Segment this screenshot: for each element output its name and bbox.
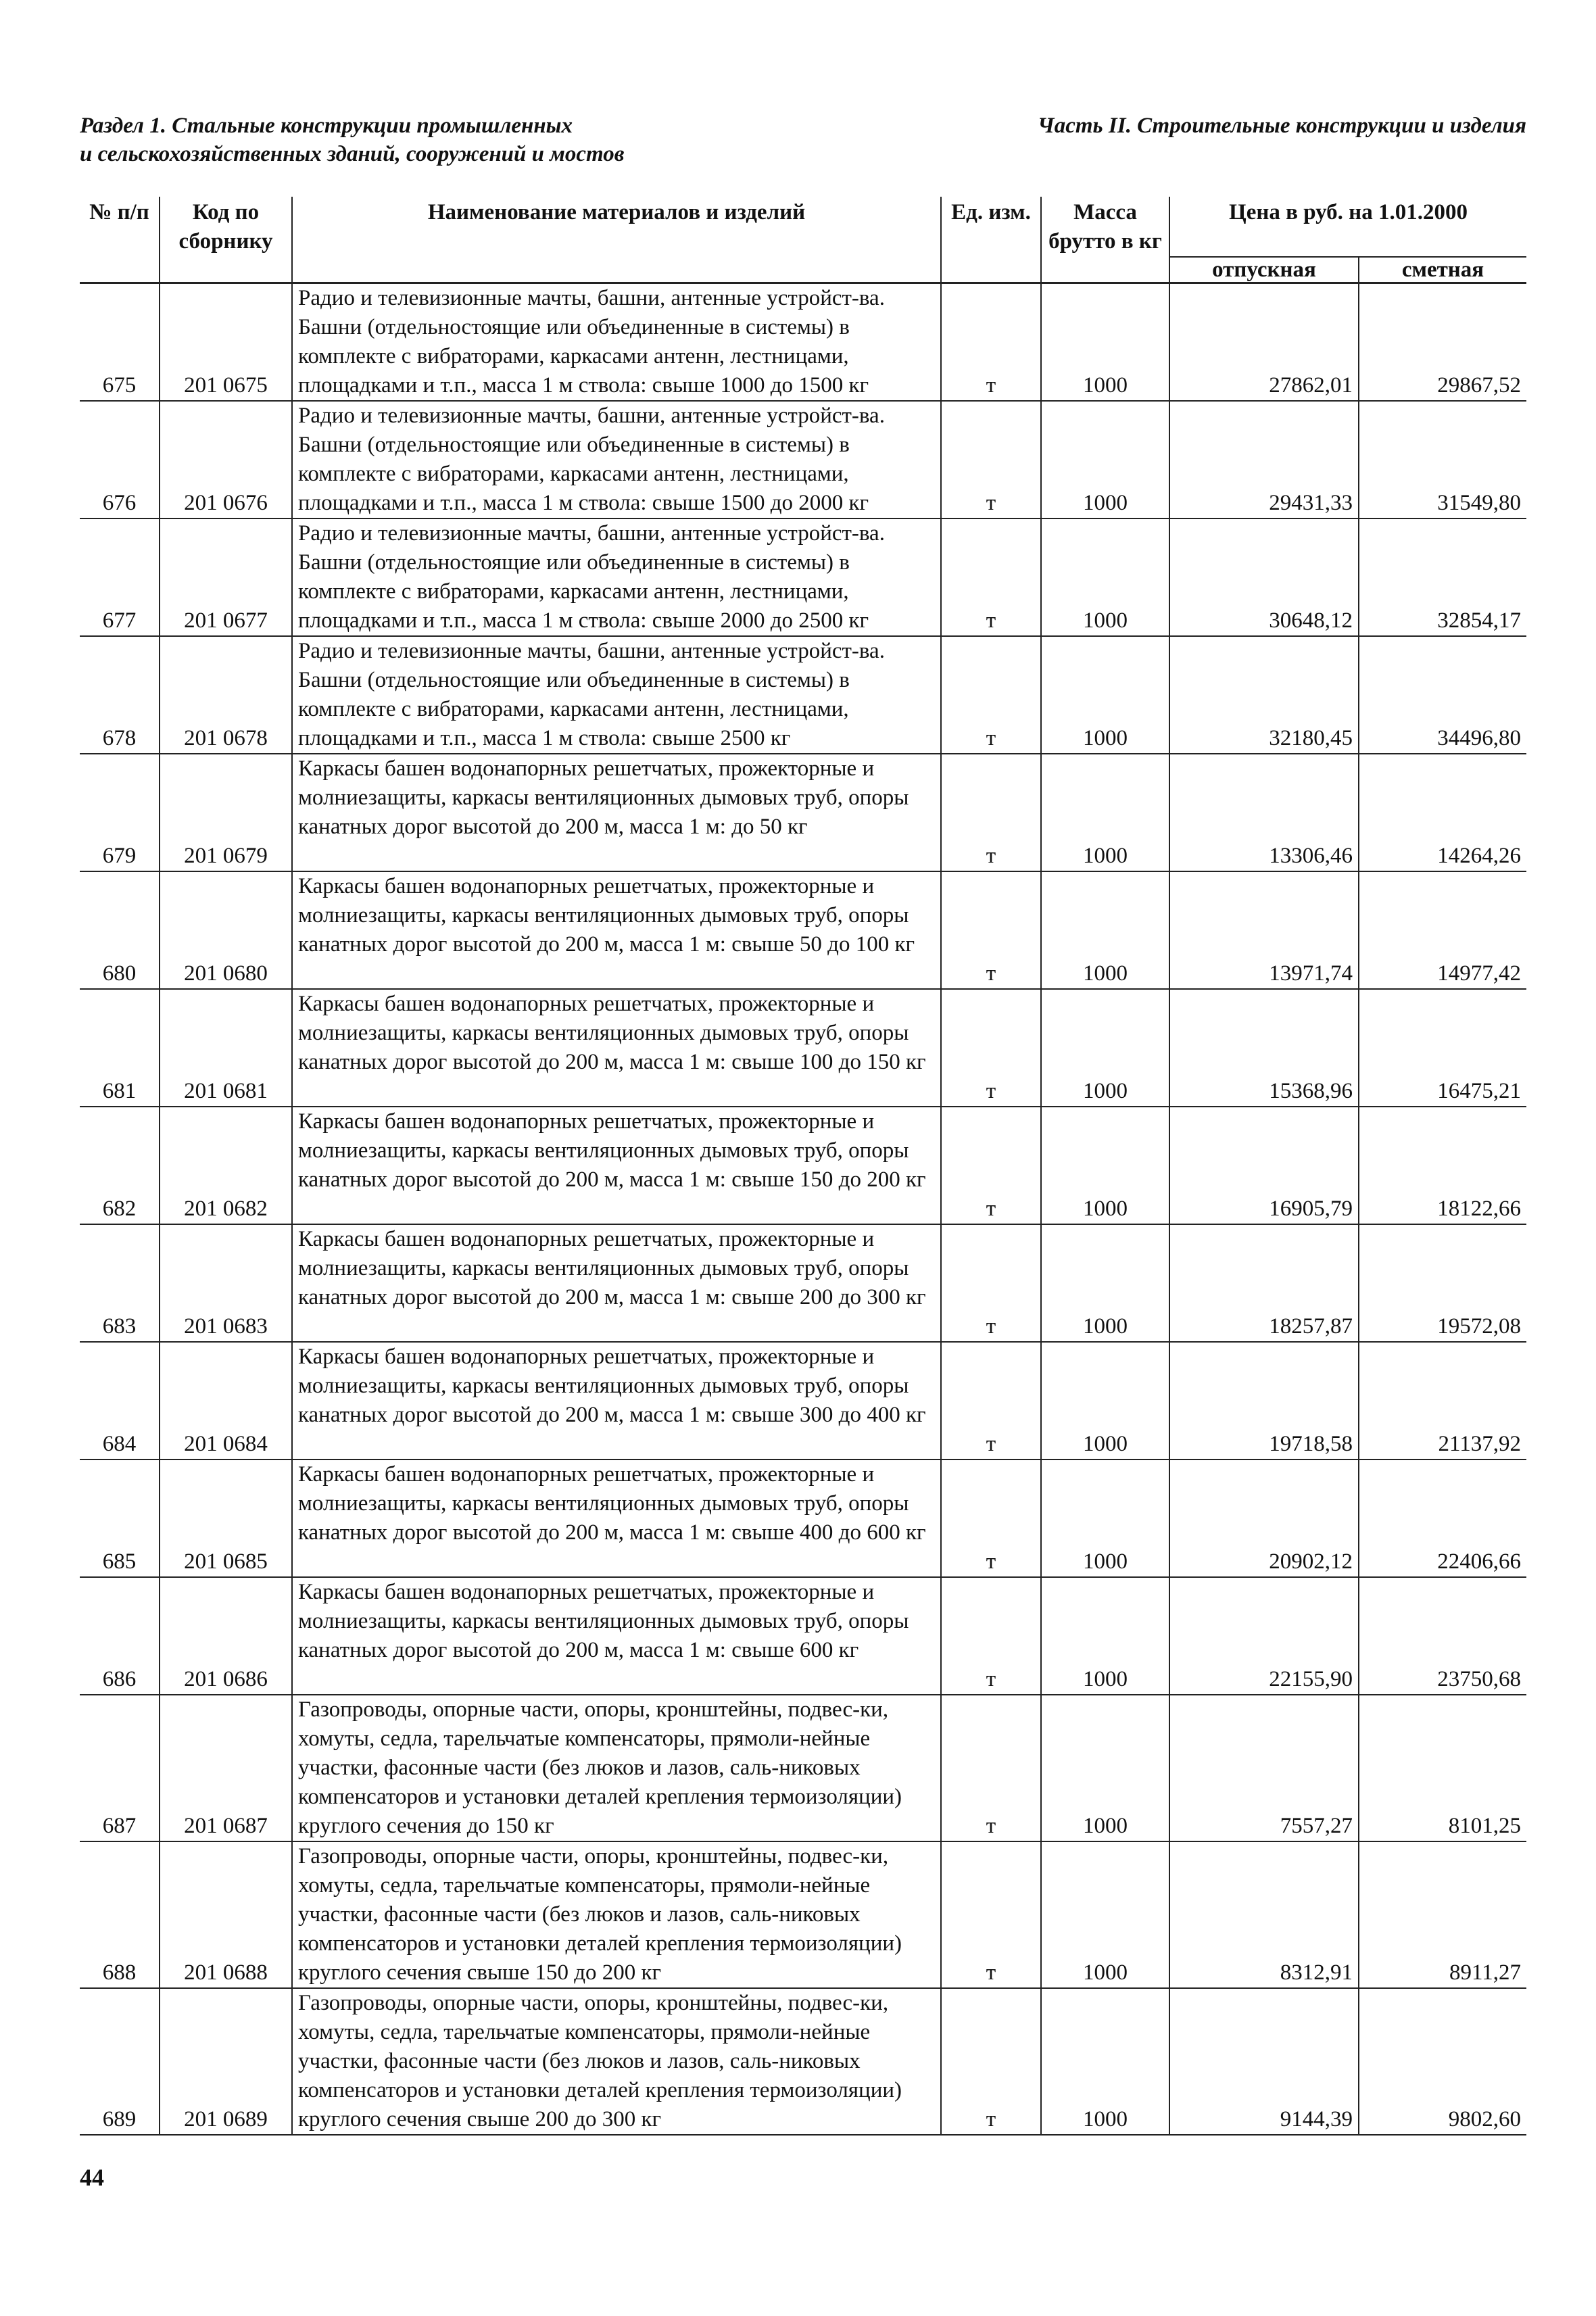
row-price-estimate: 29867,52: [1359, 283, 1526, 402]
row-number: 681: [80, 989, 160, 1107]
row-name: Радио и телевизионные мачты, башни, антенные устройст-ва. Башни (отдельностоящие или объединенные в системы) в комплекте с вибраторами, каркасами антенн, лестницами, площадками и т.п., масса 1 м ствола: свыше 2500 кг: [292, 636, 941, 754]
row-mass: 1000: [1041, 283, 1169, 402]
row-unit: т: [941, 754, 1041, 871]
table-row: [80, 1107, 1526, 1224]
table-row: [80, 401, 1526, 518]
row-code: 201 0685: [160, 1459, 292, 1577]
row-name: Каркасы башен водонапорных решетчатых, прожекторные и молниезащиты, каркасы вентиляционных дымовых труб, опоры канатных дорог высотой до 200 м, масса 1 м: свыше 200 до 300 кг: [292, 1224, 941, 1342]
row-unit: т: [941, 989, 1041, 1107]
table-row: [80, 283, 1526, 402]
table-row: [80, 754, 1526, 871]
row-number: 675: [80, 283, 160, 402]
section-title-line1: Раздел 1. Стальные конструкции промышленных: [80, 114, 573, 138]
row-price-release: 30648,12: [1169, 518, 1359, 636]
table-row: [80, 1695, 1526, 1841]
price-table-body: [80, 283, 1526, 2136]
row-price-estimate: 18122,66: [1359, 1107, 1526, 1224]
row-mass: 1000: [1041, 1342, 1169, 1459]
row-name: Каркасы башен водонапорных решетчатых, прожекторные и молниезащиты, каркасы вентиляционных дымовых труб, опоры канатных дорог высотой до 200 м, масса 1 м: до 50 кг: [292, 754, 941, 871]
row-name: Радио и телевизионные мачты, башни, антенные устройст-ва. Башни (отдельностоящие или объединенные в системы) в комплекте с вибраторами, каркасами антенн, лестницами, площадками и т.п., масса 1 м ствола: свыше 2000 до 2500 кг: [292, 518, 941, 636]
part-title: Часть II. Строительные конструкции и изделия: [1038, 114, 1526, 138]
row-price-release: 19718,58: [1169, 1342, 1359, 1459]
row-price-release: 8312,91: [1169, 1841, 1359, 1988]
row-number: 676: [80, 401, 160, 518]
row-code: 201 0677: [160, 518, 292, 636]
row-unit: т: [941, 1107, 1041, 1224]
section-title: [80, 112, 891, 168]
row-name: Каркасы башен водонапорных решетчатых, прожекторные и молниезащиты, каркасы вентиляционных дымовых труб, опоры канатных дорог высотой до 200 м, масса 1 м: свыше 400 до 600 кг: [292, 1459, 941, 1577]
row-mass: 1000: [1041, 636, 1169, 754]
row-mass: 1000: [1041, 1224, 1169, 1342]
row-name: Каркасы башен водонапорных решетчатых, прожекторные и молниезащиты, каркасы вентиляционных дымовых труб, опоры канатных дорог высотой до 200 м, масса 1 м: свыше 50 до 100 кг: [292, 871, 941, 989]
row-price-estimate: 22406,66: [1359, 1459, 1526, 1577]
column-header-num: № п/п: [80, 197, 160, 283]
row-price-estimate: 32854,17: [1359, 518, 1526, 636]
column-header-price-release: отпускная: [1169, 257, 1359, 283]
table-row: [80, 1459, 1526, 1577]
row-name: Газопроводы, опорные части, опоры, кронштейны, подвес-ки, хомуты, седла, тарельчатые компенсаторы, прямоли-нейные участки, фасонные части (без люков и лазов, саль-никовых компенсаторов и установки деталей крепления термоизоляции) круглого сечения свыше 200 до 300 кг: [292, 1988, 941, 2135]
column-header-unit: Ед. изм.: [941, 197, 1041, 283]
row-price-estimate: 31549,80: [1359, 401, 1526, 518]
row-number: 685: [80, 1459, 160, 1577]
row-unit: т: [941, 1577, 1041, 1695]
row-name: Газопроводы, опорные части, опоры, кронштейны, подвес-ки, хомуты, седла, тарельчатые компенсаторы, прямоли-нейные участки, фасонные части (без люков и лазов, саль-никовых компенсаторов и установки деталей крепления термоизоляции) круглого сечения свыше 150 до 200 кг: [292, 1841, 941, 1988]
row-number: 680: [80, 871, 160, 989]
row-code: 201 0687: [160, 1695, 292, 1841]
row-price-release: 7557,27: [1169, 1695, 1359, 1841]
table-row: [80, 1342, 1526, 1459]
row-mass: 1000: [1041, 754, 1169, 871]
section-title-line2: и сельскохозяйственных зданий, сооружений и мостов: [80, 142, 625, 166]
row-mass: 1000: [1041, 1988, 1169, 2135]
row-mass: 1000: [1041, 518, 1169, 636]
row-code: 201 0675: [160, 283, 292, 402]
row-price-estimate: 34496,80: [1359, 636, 1526, 754]
row-price-estimate: 8911,27: [1359, 1841, 1526, 1988]
row-mass: 1000: [1041, 871, 1169, 989]
row-number: 687: [80, 1695, 160, 1841]
row-price-estimate: 14264,26: [1359, 754, 1526, 871]
row-code: 201 0684: [160, 1342, 292, 1459]
row-name: Каркасы башен водонапорных решетчатых, прожекторные и молниезащиты, каркасы вентиляционных дымовых труб, опоры канатных дорог высотой до 200 м, масса 1 м: свыше 150 до 200 кг: [292, 1107, 941, 1224]
column-header-price-group: Цена в руб. на 1.01.2000: [1169, 197, 1526, 257]
row-number: 678: [80, 636, 160, 754]
row-unit: т: [941, 401, 1041, 518]
row-unit: т: [941, 636, 1041, 754]
row-name: Газопроводы, опорные части, опоры, кронштейны, подвес-ки, хомуты, седла, тарельчатые компенсаторы, прямоли-нейные участки, фасонные части (без люков и лазов, саль-никовых компенсаторов и установки деталей крепления термоизоляции) круглого сечения до 150 кг: [292, 1695, 941, 1841]
row-price-estimate: 16475,21: [1359, 989, 1526, 1107]
row-price-release: 13306,46: [1169, 754, 1359, 871]
row-number: 684: [80, 1342, 160, 1459]
row-number: 688: [80, 1841, 160, 1988]
row-code: 201 0689: [160, 1988, 292, 2135]
row-code: 201 0679: [160, 754, 292, 871]
row-name: Радио и телевизионные мачты, башни, антенные устройст-ва. Башни (отдельностоящие или объединенные в системы) в комплекте с вибраторами, каркасами антенн, лестницами, площадками и т.п., масса 1 м ствола: свыше 1500 до 2000 кг: [292, 401, 941, 518]
row-number: 686: [80, 1577, 160, 1695]
row-price-release: 13971,74: [1169, 871, 1359, 989]
row-price-release: 18257,87: [1169, 1224, 1359, 1342]
row-code: 201 0688: [160, 1841, 292, 1988]
column-header-price-estimate: сметная: [1359, 257, 1526, 283]
row-price-release: 15368,96: [1169, 989, 1359, 1107]
row-price-estimate: 21137,92: [1359, 1342, 1526, 1459]
row-unit: т: [941, 1695, 1041, 1841]
row-code: 201 0678: [160, 636, 292, 754]
row-price-estimate: 23750,68: [1359, 1577, 1526, 1695]
row-unit: т: [941, 283, 1041, 402]
row-code: 201 0682: [160, 1107, 292, 1224]
table-row: [80, 989, 1526, 1107]
row-price-estimate: 19572,08: [1359, 1224, 1526, 1342]
row-number: 689: [80, 1988, 160, 2135]
row-name: Каркасы башен водонапорных решетчатых, прожекторные и молниезащиты, каркасы вентиляционных дымовых труб, опоры канатных дорог высотой до 200 м, масса 1 м: свыше 300 до 400 кг: [292, 1342, 941, 1459]
row-unit: т: [941, 518, 1041, 636]
row-price-release: 16905,79: [1169, 1107, 1359, 1224]
row-number: 677: [80, 518, 160, 636]
row-name: Радио и телевизионные мачты, башни, антенные устройст-ва. Башни (отдельностоящие или объединенные в системы) в комплекте с вибраторами, каркасами антенн, лестницами, площадками и т.п., масса 1 м ствола: свыше 1000 до 1500 кг: [292, 283, 941, 402]
row-unit: т: [941, 1459, 1041, 1577]
row-code: 201 0681: [160, 989, 292, 1107]
table-row: [80, 1224, 1526, 1342]
price-table: [80, 197, 1526, 2136]
row-price-release: 22155,90: [1169, 1577, 1359, 1695]
row-number: 682: [80, 1107, 160, 1224]
table-row: [80, 1577, 1526, 1695]
row-code: 201 0683: [160, 1224, 292, 1342]
page-number: 44: [80, 2164, 104, 2191]
column-header-name: Наименование материалов и изделий: [292, 197, 941, 283]
table-row: [80, 871, 1526, 989]
row-code: 201 0676: [160, 401, 292, 518]
table-row: [80, 518, 1526, 636]
row-price-release: 27862,01: [1169, 283, 1359, 402]
table-row: [80, 1841, 1526, 1988]
row-mass: 1000: [1041, 989, 1169, 1107]
row-mass: 1000: [1041, 1841, 1169, 1988]
row-price-release: 29431,33: [1169, 401, 1359, 518]
row-name: Каркасы башен водонапорных решетчатых, прожекторные и молниезащиты, каркасы вентиляционных дымовых труб, опоры канатных дорог высотой до 200 м, масса 1 м: свыше 600 кг: [292, 1577, 941, 1695]
row-unit: т: [941, 1342, 1041, 1459]
column-header-mass: Масса брутто в кг: [1041, 197, 1169, 283]
row-number: 679: [80, 754, 160, 871]
row-mass: 1000: [1041, 1695, 1169, 1841]
table-row: [80, 1988, 1526, 2135]
row-code: 201 0680: [160, 871, 292, 989]
row-number: 683: [80, 1224, 160, 1342]
row-price-estimate: 9802,60: [1359, 1988, 1526, 2135]
row-price-release: 20902,12: [1169, 1459, 1359, 1577]
row-unit: т: [941, 1841, 1041, 1988]
row-price-release: 32180,45: [1169, 636, 1359, 754]
row-mass: 1000: [1041, 401, 1169, 518]
row-price-estimate: 8101,25: [1359, 1695, 1526, 1841]
row-unit: т: [941, 1988, 1041, 2135]
column-header-code: Код по сборнику: [160, 197, 292, 283]
row-price-estimate: 14977,42: [1359, 871, 1526, 989]
row-unit: т: [941, 1224, 1041, 1342]
row-price-release: 9144,39: [1169, 1988, 1359, 2135]
row-mass: 1000: [1041, 1577, 1169, 1695]
row-unit: т: [941, 871, 1041, 989]
row-name: Каркасы башен водонапорных решетчатых, прожекторные и молниезащиты, каркасы вентиляционных дымовых труб, опоры канатных дорог высотой до 200 м, масса 1 м: свыше 100 до 150 кг: [292, 989, 941, 1107]
table-row: [80, 636, 1526, 754]
row-mass: 1000: [1041, 1459, 1169, 1577]
row-mass: 1000: [1041, 1107, 1169, 1224]
row-code: 201 0686: [160, 1577, 292, 1695]
